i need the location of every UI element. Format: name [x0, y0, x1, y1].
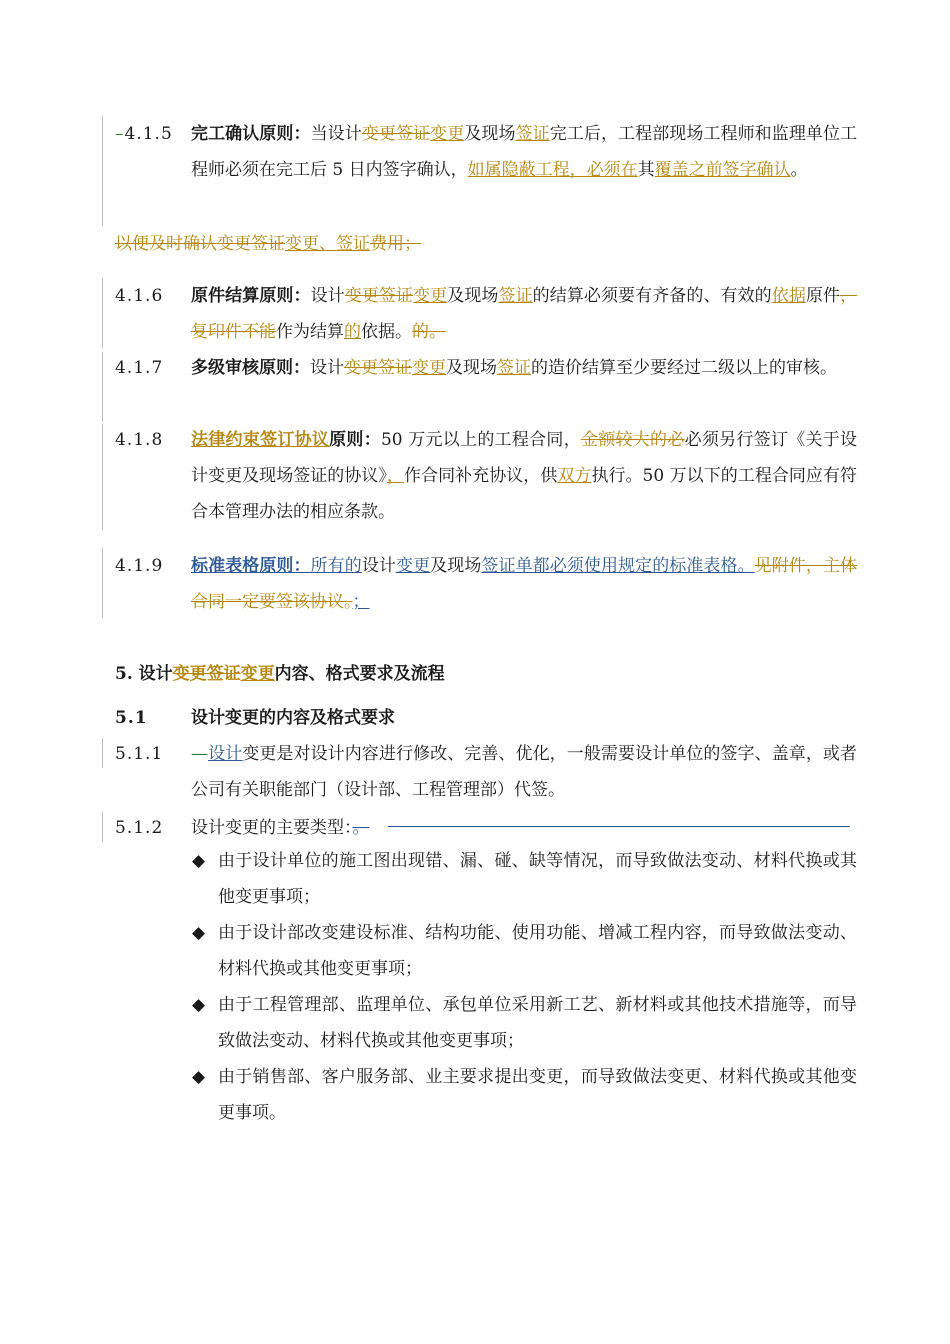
inserted-text: 变更	[430, 124, 465, 144]
inserted-text: 覆盖之前签字确认	[654, 160, 791, 180]
inserted-text: ；	[352, 592, 370, 612]
deleted-text: 变更签证	[361, 124, 431, 144]
clause-body: 法律约束签订协议原则：50 万元以上的工程合同，金额较大的必必须另行签订《关于设计变更及现场签证的协议》，作合同补充协议，供双方执行。50 万以下的工程合同应有符合本管理办法的相应条款。	[191, 430, 858, 522]
change-bar	[102, 116, 103, 226]
clause-4-1-9	[115, 548, 857, 620]
clause-title: 多级审核原则：	[191, 358, 310, 378]
change-bar	[102, 278, 103, 348]
change-bar	[102, 424, 103, 530]
inserted-text: 设计	[208, 744, 243, 764]
inserted-text: 变更	[412, 358, 446, 378]
bullet-item: ◆ 由于销售部、客户服务部、业主要求提出变更，而导致做法变更、材料代换或其他变更事项。	[192, 1059, 857, 1131]
deleted-text: 变更签证	[172, 664, 241, 684]
clause-body: —设计变更是对设计内容进行修改、完善、优化，一般需要设计单位的签字、盖章，或者公司有关职能部门（设计部、工程管理部）代签。	[191, 744, 858, 800]
clause-title: 原则：	[329, 430, 381, 450]
deleted-paragraph: 以便及时确认变更签证变更、签证费用；	[115, 234, 421, 254]
clause-number: 4.1.9	[115, 556, 164, 576]
clause-5-1-2	[115, 810, 857, 846]
inserted-title: 法律约束签订协议	[191, 430, 330, 450]
inserted-text: 变更	[240, 664, 275, 684]
clause-number: 5.1	[115, 708, 148, 728]
clause-body: 原件结算原则：设计变更签证变更及现场签证的结算必须要有齐备的、有效的依据原件，复印件不能作为结算的依据。的。	[191, 286, 858, 342]
clause-number: 4.1.8	[115, 430, 164, 450]
change-bar	[102, 548, 103, 618]
inserted-text: 签证	[498, 286, 533, 306]
heading-title: 设计变更的内容及格式要求	[191, 708, 395, 728]
clause-number: 4.1.6	[115, 286, 164, 306]
inserted-text: 所有的	[310, 556, 362, 576]
deleted-text: 。	[352, 818, 370, 838]
inserted-text: 的	[344, 322, 361, 342]
change-bar	[102, 738, 103, 768]
inserted-text: 依据	[771, 286, 806, 306]
clause-number: –4.1.5	[115, 124, 173, 144]
inserted-text: 签证单都必须使用规定的标准表格。	[481, 556, 755, 576]
clause-body: 设计变更的主要类型：。	[191, 818, 370, 838]
clause-body: 多级审核原则：设计变更签证变更及现场签证的造价结算至少要经过二级以上的审核。	[191, 358, 837, 378]
deleted-text: 变更签证	[344, 358, 412, 378]
section-heading-5-1	[115, 700, 857, 736]
inserted-title: 标准表格原则：	[191, 556, 311, 576]
change-bar	[102, 352, 103, 422]
bullet-item: ◆ 由于设计单位的施工图出现错、漏、碰、缺等情况，而导致做法变动、材料代换或其他变更事项；	[192, 843, 857, 915]
clause-body: 完工确认原则：当设计变更签证变更及现场签证完工后，工程部现场工程师和监理单位工程师必须在完工后 5 日内签字确认，如属隐蔽工程，必须在其覆盖之前签字确认。	[191, 124, 858, 180]
deleted-text: 的。	[412, 322, 446, 342]
clause-title: 原件结算原则：	[191, 286, 311, 306]
diamond-bullet-icon: ◆	[192, 1067, 206, 1087]
bullet-item: ◆ 由于工程管理部、监理单位、承包单位采用新工艺、新材料或其他技术措施等，而导致做法变动、材料代换或其他变更事项；	[192, 987, 857, 1059]
inserted-text: 签证	[515, 124, 550, 144]
clause-4-1-7	[115, 350, 857, 386]
clause-5-1-1	[115, 736, 857, 808]
diamond-bullet-icon: ◆	[192, 923, 206, 943]
inserted-text: 如属隐蔽工程，必须在	[467, 160, 638, 180]
inserted-text: 变更	[395, 556, 431, 576]
diamond-bullet-icon: ◆	[192, 995, 206, 1015]
clause-4-1-6	[115, 278, 857, 350]
clause-number: 4.1.7	[115, 358, 164, 378]
inserted-text: 双方	[557, 466, 592, 486]
inserted-text: 签证	[497, 358, 531, 378]
clause-4-1-8	[115, 422, 857, 530]
deleted-text: 金额较大的必	[580, 430, 685, 450]
section-heading-5: 5. 设计变更签证变更内容、格式要求及流程	[115, 664, 445, 684]
deleted-text: ，复印件不能	[191, 286, 858, 342]
diamond-bullet-icon: ◆	[192, 851, 206, 871]
clause-body: 标准表格原则：所有的设计变更及现场签证单都必须使用规定的标准表格。见附件，主体合同一定要签该协议。；	[191, 556, 858, 612]
clause-number: 5.1.2	[115, 818, 164, 838]
deleted-text: 变更签证	[344, 286, 414, 306]
deleted-text: 见附件，主体合同一定要签该协议。	[191, 556, 858, 612]
change-bar	[102, 812, 103, 842]
clause-4-1-5	[115, 116, 857, 188]
clause-number: 5.1.1	[115, 744, 164, 764]
bullet-item: ◆ 由于设计部改变建设标准、结构功能、使用功能、增减工程内容，而导致做法变动、材料代换或其他变更事项；	[192, 915, 857, 987]
clause-title: 完工确认原则：	[191, 124, 311, 144]
revision-underline	[388, 826, 850, 827]
inserted-text: 变更	[413, 286, 448, 306]
inserted-text: ，	[386, 466, 405, 486]
